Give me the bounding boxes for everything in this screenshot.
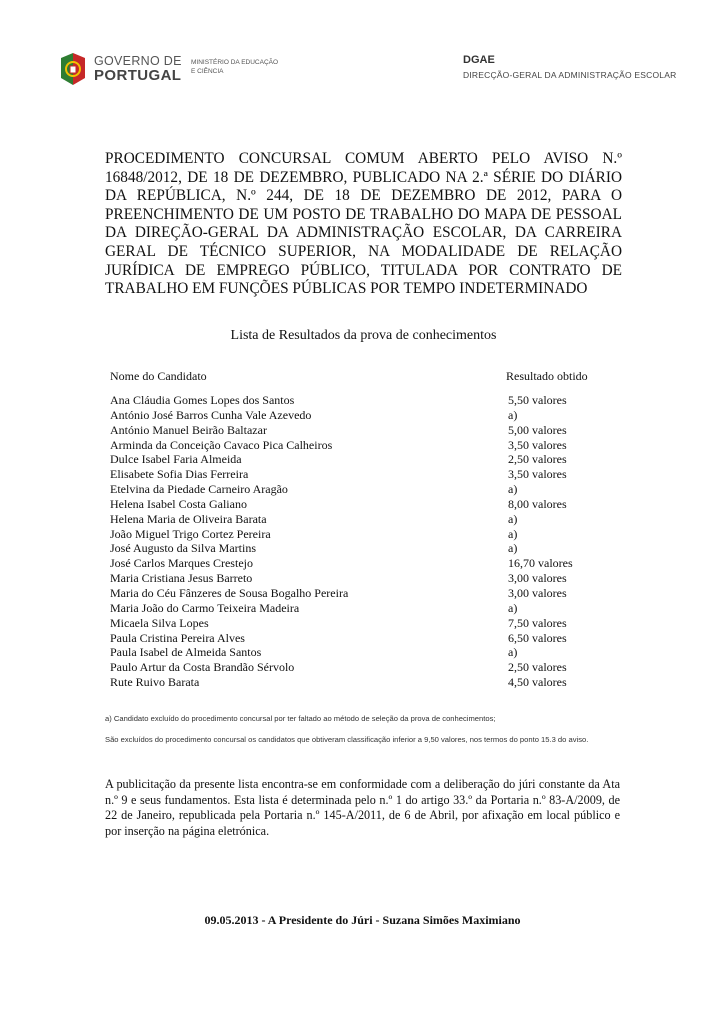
candidate-name: Micaela Silva Lopes	[110, 615, 209, 630]
table-row	[110, 482, 610, 497]
candidate-name: Dulce Isabel Faria Almeida	[110, 452, 242, 467]
candidate-name: Paula Cristina Pereira Alves	[110, 630, 245, 645]
candidate-name: Maria João do Carmo Teixeira Madeira	[110, 600, 300, 615]
candidate-name: Arminda da Conceição Cavaco Pica Calheiros	[110, 437, 333, 452]
table-row	[110, 527, 610, 542]
candidate-name: José Augusto da Silva Martins	[110, 541, 256, 556]
table-row	[110, 541, 610, 556]
candidate-name: Paula Isabel de Almeida Santos	[110, 645, 262, 660]
table-row	[110, 616, 610, 631]
candidate-result: 3,50 valores	[508, 467, 567, 482]
footnote-excluded-score: São excluídos do procedimento concursal os candidatos que obtiveram classificação inferior a 9,50 valores, nos termos do ponto 15.3 do aviso.	[105, 735, 589, 744]
gov-line-1: GOVERNO DE	[94, 54, 182, 68]
candidate-name: Etelvina da Piedade Carneiro Aragão	[110, 482, 288, 497]
candidate-name: António Manuel Beirão Baltazar	[110, 422, 267, 437]
candidate-result: a)	[508, 482, 518, 497]
portugal-emblem-icon	[58, 52, 88, 86]
candidate-result: 3,50 valores	[508, 437, 567, 452]
candidate-result: 2,50 valores	[508, 452, 567, 467]
footnote-excluded-absent: a) Candidato excluído do procedimento concursal por ter faltado ao método de seleção da prova de conhecimentos;	[105, 714, 496, 723]
signature-line: 09.05.2013 - A Presidente do Júri - Suzana Simões Maximiano	[204, 913, 521, 927]
candidate-name: José Carlos Marques Crestejo	[110, 556, 253, 571]
table-row	[110, 497, 610, 512]
ministry-line-1: MINISTÉRIO DA EDUCAÇÃO	[191, 59, 279, 66]
candidate-name: Maria do Céu Fânzeres de Sousa Bogalho Pereira	[110, 585, 349, 600]
list-title: Lista de Resultados da prova de conhecimentos	[230, 328, 497, 343]
candidate-result: a)	[508, 511, 518, 526]
gov-line-2: PORTUGAL	[94, 67, 182, 84]
document-heading: PROCEDIMENTO CONCURSAL COMUM ABERTO PELO AVISO N.º 16848/2012, DE 18 DE DEZEMBRO, PUBLICADO NA 2.ª SÉRIE DO DIÁRIO DA REPÚBLICA, N.º 244, DE 18 DE DEZEMBRO DE 2012, PARA O PREENCHIMENTO DE UM POSTO DE TRABALHO DO MAPA DE PESSOAL DA DIREÇÃO-GERAL DA ADMINISTRAÇÃO ESCOLAR, DA CARREIRA GERAL DE TÉCNICO SUPERIOR, NA MODALIDADE DE RELAÇÃO JURÍDICA DE EMPREGO PÚBLICO, TITULADA POR CONTRATO DE TRABALHO EM FUNÇÕES PÚBLICAS POR TEMPO INDETERMINADO	[105, 150, 622, 298]
candidate-name: Elisabete Sofia Dias Ferreira	[110, 467, 249, 482]
candidate-name: Helena Isabel Costa Galiano	[110, 496, 247, 511]
table-row	[110, 601, 610, 616]
candidate-name: Rute Ruivo Barata	[110, 675, 200, 690]
dgae-subtitle: DIRECÇÃO-GERAL DA ADMINISTRAÇÃO ESCOLAR	[463, 70, 677, 80]
candidate-result: 5,50 valores	[508, 393, 567, 407]
column-header-result: Resultado obtido	[506, 369, 588, 383]
candidate-result: 16,70 valores	[508, 556, 573, 571]
table-row	[110, 512, 610, 527]
candidate-name: Ana Cláudia Gomes Lopes dos Santos	[110, 393, 295, 407]
table-row	[110, 571, 610, 586]
candidate-result: 4,50 valores	[508, 675, 567, 690]
table-row	[110, 645, 610, 660]
table-row	[110, 556, 610, 571]
candidate-result: a)	[508, 526, 518, 541]
candidate-name: Helena Maria de Oliveira Barata	[110, 511, 267, 526]
government-logo	[58, 50, 298, 90]
candidate-result: a)	[508, 541, 518, 556]
candidate-result: a)	[508, 600, 518, 615]
column-header-name: Nome do Candidato	[110, 369, 207, 383]
table-row	[110, 467, 610, 482]
table-row	[110, 660, 610, 675]
candidate-result: 8,00 valores	[508, 496, 567, 511]
table-row	[110, 438, 610, 453]
table-row	[110, 408, 610, 423]
table-row	[110, 586, 610, 601]
candidate-name: Paulo Artur da Costa Brandão Sérvolo	[110, 660, 295, 675]
candidate-result: 6,50 valores	[508, 630, 567, 645]
ministry-line-2: E CIÊNCIA	[191, 67, 224, 75]
candidate-result: 5,00 valores	[508, 422, 567, 437]
table-row	[110, 423, 610, 438]
results-table	[110, 393, 610, 690]
table-row	[110, 452, 610, 467]
candidate-result: 3,00 valores	[508, 571, 567, 586]
candidate-result: 3,00 valores	[508, 585, 567, 600]
dgae-header	[463, 54, 676, 80]
candidate-result: 7,50 valores	[508, 615, 567, 630]
table-row	[110, 631, 610, 646]
candidate-result: a)	[508, 407, 518, 422]
table-row	[110, 393, 610, 408]
publication-paragraph: A publicitação da presente lista encontra-se em conformidade com a deliberação do júri constante da Ata n.º 9 e seus fundamentos. Esta lista é determinada pelo n.º 1 do artigo 33.º da Portaria n.º 83-A/2009, de 22 de Janeiro, republicada pela Portaria n.º 145-A/2011, de 6 de Abril, por afixação em local público e por inserção na página eletrónica.	[105, 777, 620, 838]
dgae-title: DGAE	[463, 54, 495, 66]
candidate-result: a)	[508, 645, 518, 660]
ministry-label	[191, 59, 278, 76]
candidate-name: João Miguel Trigo Cortez Pereira	[110, 526, 271, 541]
candidate-result: 2,50 valores	[508, 660, 567, 675]
candidate-name: Maria Cristiana Jesus Barreto	[110, 571, 253, 586]
table-row	[110, 675, 610, 690]
candidate-name: António José Barros Cunha Vale Azevedo	[110, 407, 312, 422]
